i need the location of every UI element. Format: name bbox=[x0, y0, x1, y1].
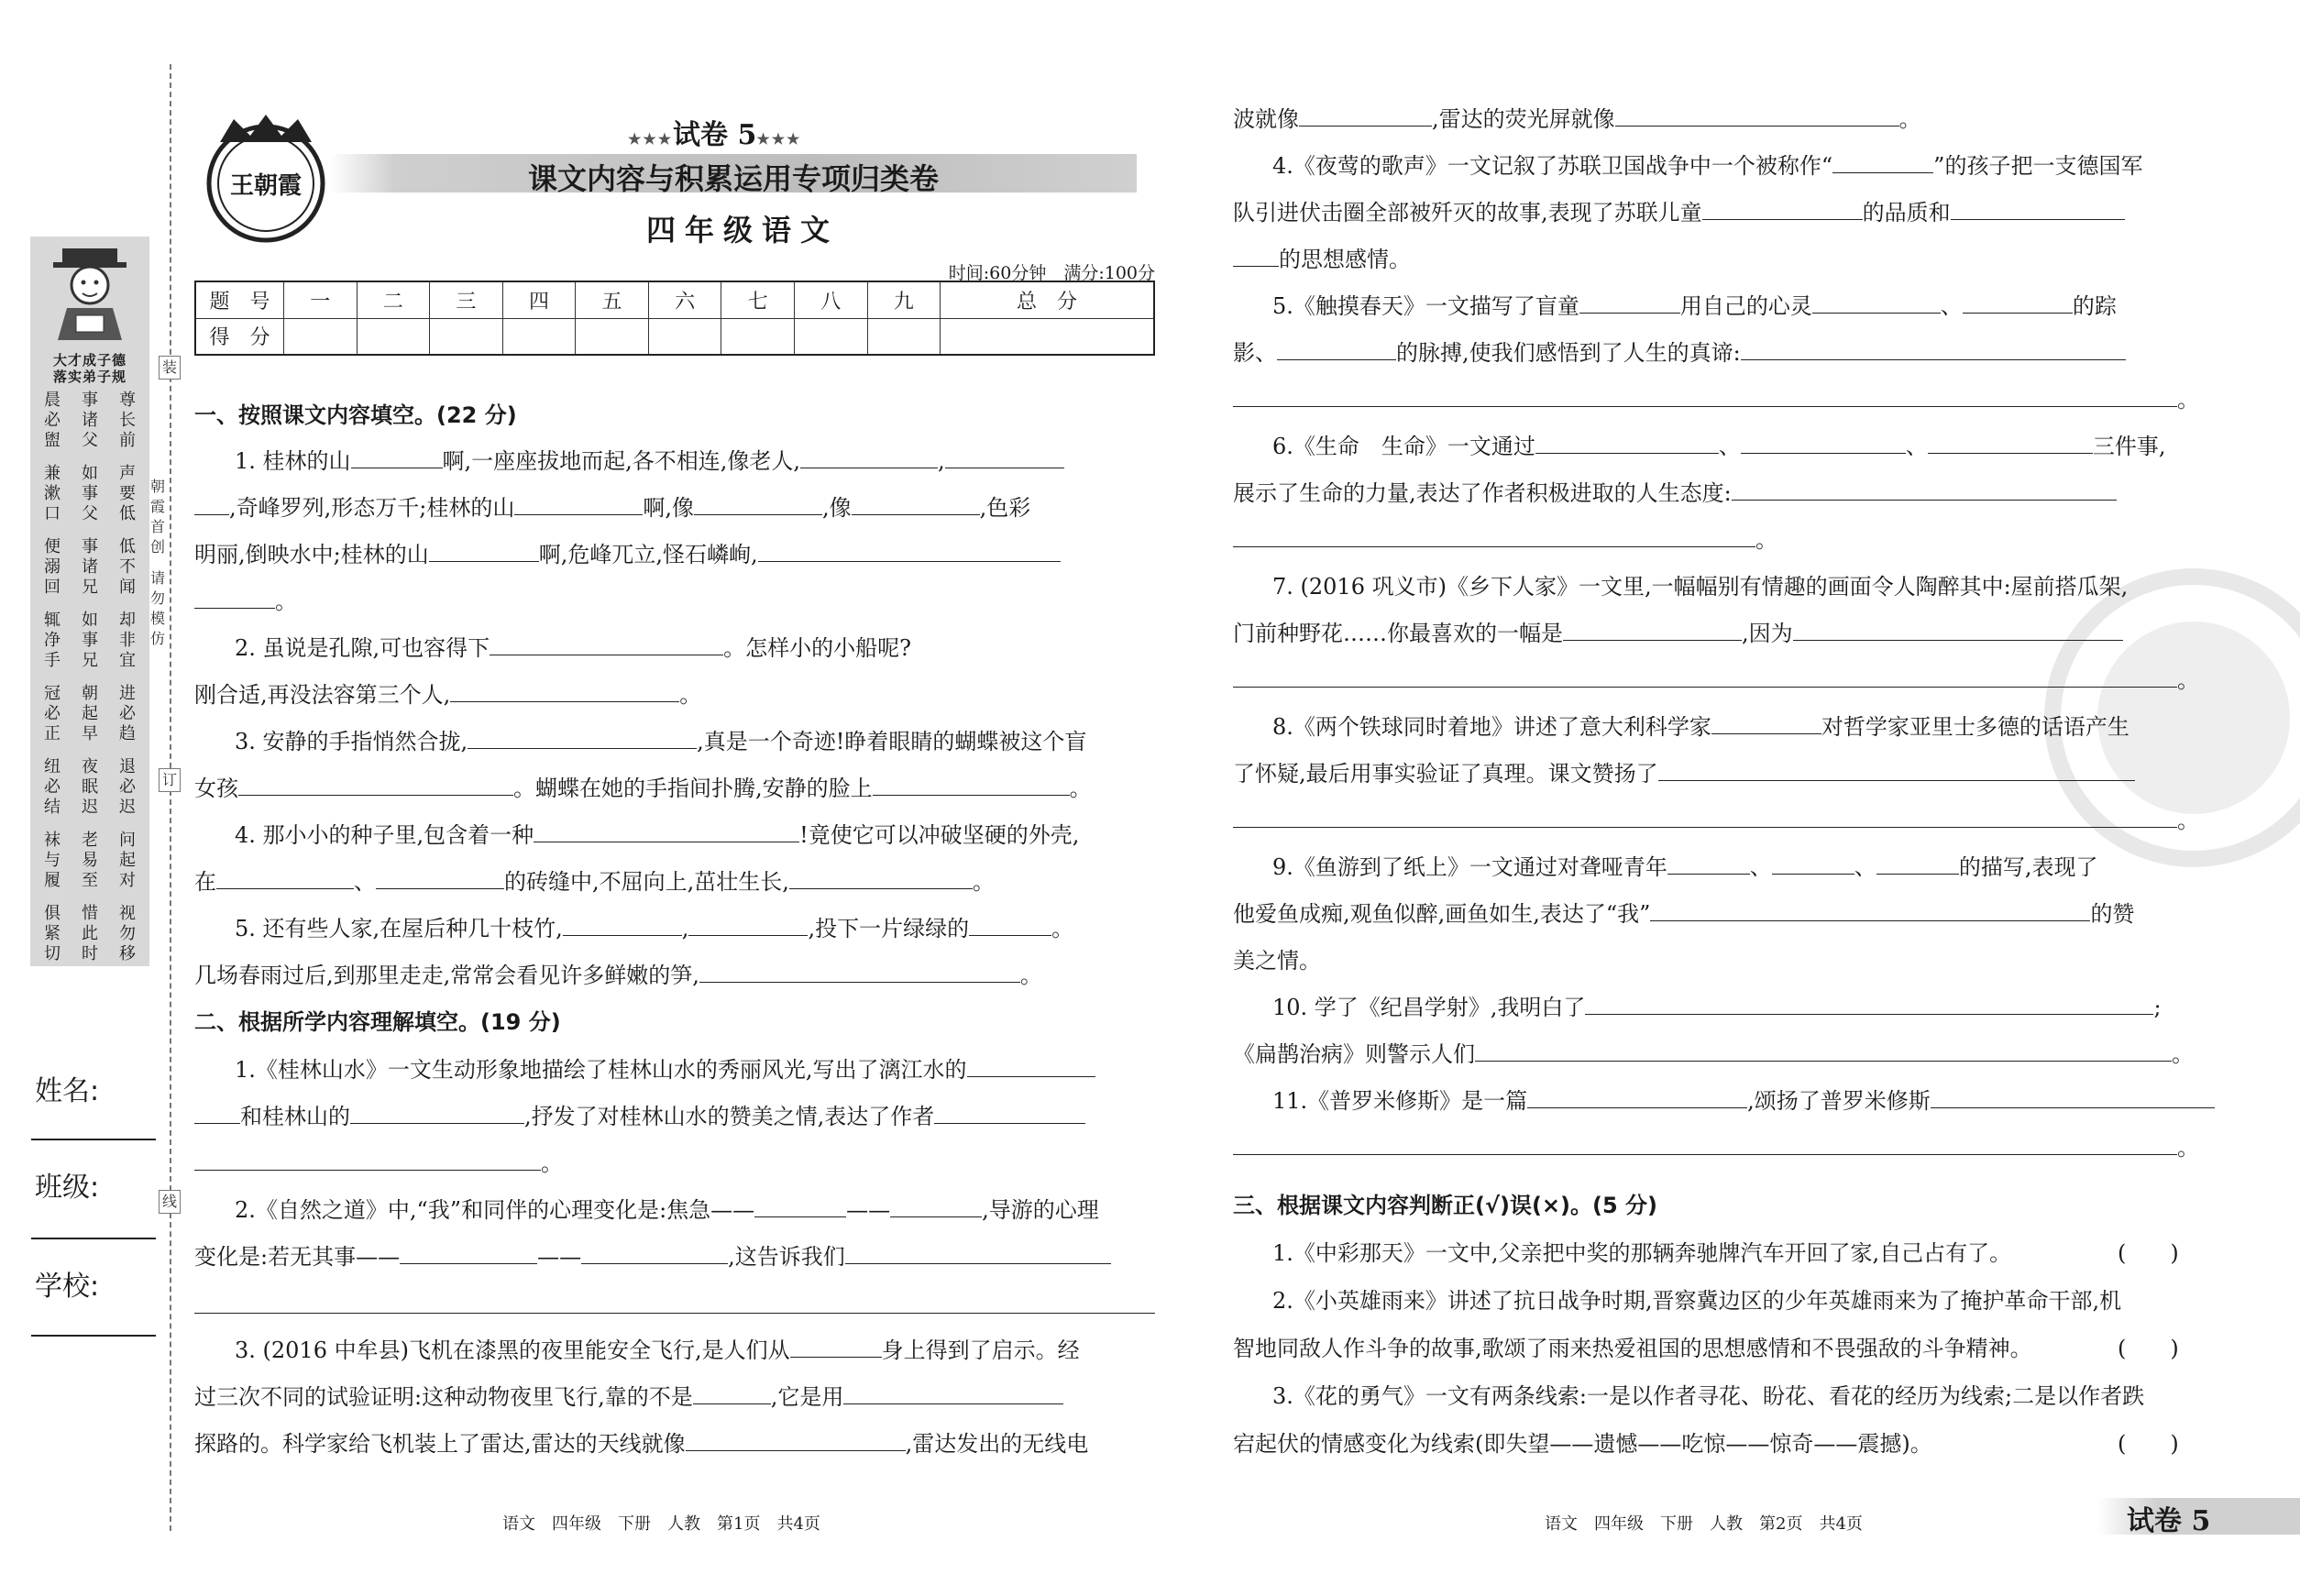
answer-paren[interactable]: ( ) bbox=[2118, 1431, 2179, 1457]
question-line: 了怀疑,最后用事实验证了真理。课文赞扬了 bbox=[1233, 760, 2135, 787]
name-field[interactable] bbox=[31, 1139, 156, 1140]
rule-text: 袜与履 bbox=[44, 831, 61, 890]
answer-blank[interactable] bbox=[1928, 433, 2093, 454]
question-line: 4. 那小小的种子里,包含着一种 !竟使它可以冲破坚硬的外壳, bbox=[235, 822, 1080, 848]
answer-blank[interactable] bbox=[845, 1243, 1111, 1264]
question-line: 女孩 。蝴蝶在她的手指间扑腾,安静的脸上 。 bbox=[194, 776, 1092, 801]
rule-text: 惜此时 bbox=[82, 904, 98, 963]
fold-mark: 订 bbox=[159, 768, 181, 792]
score-header-cell: 五 bbox=[576, 281, 649, 318]
question-line: ,奇峰罗列,形态万千;桂林的山 啊,像 ,像 ,色彩 bbox=[194, 494, 1030, 522]
rule-text: 夜眠迟 bbox=[82, 757, 98, 817]
answer-blank[interactable] bbox=[1233, 807, 2177, 828]
answer-blank[interactable] bbox=[1931, 1087, 2215, 1108]
answer-blank[interactable] bbox=[490, 634, 723, 655]
answer-blank[interactable] bbox=[699, 962, 1020, 983]
rule-text: 声要低 bbox=[119, 464, 136, 523]
question-line: 。 bbox=[194, 588, 297, 615]
question-line: 。 bbox=[1233, 1134, 2199, 1161]
question-line: 波就像 ,雷达的荧光屏就像 。 bbox=[1233, 106, 1921, 132]
answer-blank[interactable] bbox=[581, 1243, 728, 1264]
rule-text: 冠必正 bbox=[44, 684, 61, 743]
name-label: 姓名: bbox=[35, 1075, 100, 1107]
answer-blank[interactable] bbox=[1475, 1040, 2172, 1062]
rule-text: 问起对 bbox=[119, 831, 136, 890]
fold-mark: 装 bbox=[159, 356, 181, 380]
judge-item: 宕起伏的情感变化为线索(即失望——遗憾——吃惊——惊奇——震撼)。 bbox=[1233, 1431, 1932, 1457]
score-header-cell: 四 bbox=[502, 281, 576, 318]
score-header-cell: 题 号 bbox=[195, 281, 284, 318]
answer-blank[interactable] bbox=[238, 775, 513, 796]
answer-blank[interactable] bbox=[1527, 1087, 1747, 1108]
question-line: 3. 安静的手指悄然合拢, ,真是一个奇迹!睁着眼睛的蝴蝶被这个盲 bbox=[235, 729, 1087, 754]
score-header-cell: 八 bbox=[794, 281, 867, 318]
answer-paren[interactable]: ( ) bbox=[2118, 1240, 2179, 1266]
section-1-title: 一、按照课文内容填空。(22 分) bbox=[194, 402, 517, 428]
school-label: 学校: bbox=[35, 1271, 100, 1303]
score-header-cell: 一 bbox=[284, 281, 358, 318]
scholar-mascot-icon bbox=[39, 244, 140, 345]
rule-text: 事诸父 bbox=[82, 391, 98, 450]
answer-blank[interactable] bbox=[873, 775, 1070, 796]
exam-label: ★★★试卷 5★★★ bbox=[628, 119, 802, 151]
answer-blank[interactable] bbox=[754, 1196, 846, 1217]
question-line: 7. (2016 巩义市)《乡下人家》一文里,一幅幅别有情趣的画面令人陶醉其中:屋前搭瓜架, bbox=[1272, 574, 2129, 600]
answer-blank[interactable] bbox=[1535, 433, 1719, 454]
score-cell[interactable] bbox=[576, 318, 649, 355]
question-line: 3. (2016 中牟县)飞机在漆黑的夜里能安全飞行,是人们从 身上得到了启示。经 bbox=[235, 1337, 1080, 1363]
school-field[interactable] bbox=[31, 1335, 156, 1337]
answer-blank[interactable] bbox=[789, 868, 973, 889]
rule-text: 尊长前 bbox=[119, 391, 136, 450]
score-header-cell: 九 bbox=[867, 281, 941, 318]
question-line: 11.《普罗米修斯》是一篇 ,颂扬了普罗米修斯 bbox=[1272, 1087, 2215, 1115]
score-cell[interactable] bbox=[502, 318, 576, 355]
question-line: 1. 桂林的山 啊,一座座拔地而起,各不相连,像老人, , bbox=[235, 447, 1064, 475]
answer-blank[interactable] bbox=[969, 915, 1051, 936]
question-line: 探路的。科学家给飞机装上了雷达,雷达的天线就像 ,雷达发出的无线电 bbox=[194, 1431, 1089, 1457]
score-header-cell: 二 bbox=[357, 281, 430, 318]
question-line: 队引进伏击圈全部被歼灭的故事,表现了苏联儿童 的品质和 bbox=[1233, 199, 2125, 226]
answer-blank[interactable] bbox=[1741, 433, 1906, 454]
answer-blank[interactable] bbox=[1832, 152, 1933, 173]
answer-blank[interactable] bbox=[1741, 339, 2126, 360]
question-line: 的思想感情。 bbox=[1233, 246, 1411, 273]
answer-blank[interactable] bbox=[216, 868, 354, 889]
score-cell[interactable] bbox=[867, 318, 941, 355]
answer-blank[interactable] bbox=[688, 915, 808, 936]
question-line: 美之情。 bbox=[1233, 948, 1321, 974]
question-line: 他爱鱼成痴,观鱼似醉,画鱼如生,表达了“我” 的赞 bbox=[1233, 901, 2135, 927]
rule-text: 低不闻 bbox=[119, 537, 136, 597]
answer-blank[interactable] bbox=[890, 1196, 982, 1217]
question-line: 和桂林山的 ,抒发了对桂林山水的赞美之情,表达了作者 bbox=[194, 1103, 1085, 1130]
answer-blank[interactable] bbox=[351, 447, 443, 468]
question-line: 2. 虽说是孔隙,可也容得下 。怎样小的小船呢? bbox=[235, 635, 912, 661]
answer-blank[interactable] bbox=[1711, 713, 1821, 734]
question-line: 。 bbox=[1233, 666, 2199, 694]
sidebar-panel bbox=[30, 237, 149, 966]
answer-blank[interactable] bbox=[1702, 199, 1863, 220]
answer-blank[interactable] bbox=[1772, 853, 1854, 875]
answer-blank[interactable] bbox=[400, 1243, 537, 1264]
brand-text: 王朝霞 bbox=[229, 172, 302, 200]
answer-blank[interactable] bbox=[693, 1383, 771, 1404]
score-header-cell: 七 bbox=[721, 281, 795, 318]
notice-text: 朝霞首创 bbox=[149, 478, 165, 556]
judge-item: 1.《中彩那天》一文中,父亲把中奖的那辆奔驰牌汽车开回了家,自己占有了。 bbox=[1272, 1240, 2012, 1266]
rule-text: 如事兄 bbox=[82, 611, 98, 670]
answer-blank[interactable] bbox=[194, 494, 229, 515]
answer-blank[interactable] bbox=[1812, 292, 1941, 314]
question-line: 6.《生命 生命》一文通过 、 、 三件事, bbox=[1272, 434, 2166, 459]
answer-blank[interactable] bbox=[852, 494, 980, 515]
motto-line-2: 落实弟子规 bbox=[52, 369, 127, 385]
answer-blank[interactable] bbox=[758, 541, 1061, 562]
answer-blank[interactable] bbox=[790, 1337, 882, 1358]
score-cell[interactable] bbox=[794, 318, 867, 355]
answer-blank[interactable] bbox=[800, 447, 938, 468]
answer-blank[interactable] bbox=[686, 1430, 906, 1451]
answer-blank[interactable] bbox=[1277, 339, 1396, 360]
notice-text: 请勿模仿 bbox=[149, 569, 165, 647]
score-cell[interactable] bbox=[648, 318, 721, 355]
answer-blank[interactable] bbox=[1585, 994, 2153, 1015]
question-line: 9.《鱼游到了纸上》一文通过对聋哑青年 、 、 的描写,表现了 bbox=[1272, 854, 2098, 880]
question-line: 5.《触摸春天》一文描写了盲童 用自己的心灵 、 的踪 bbox=[1272, 293, 2117, 319]
question-line: 门前种野花……你最喜欢的一幅是 ,因为 bbox=[1233, 620, 2123, 647]
class-field[interactable] bbox=[31, 1238, 156, 1239]
answer-blank[interactable] bbox=[563, 915, 682, 936]
question-line: 8.《两个铁球同时着地》讲述了意大利科学家 对哲学家亚里士多德的话语产生 bbox=[1272, 714, 2129, 740]
page-footer-right: 语文 四年级 下册 人教 第2页 共4页 bbox=[1545, 1514, 1863, 1534]
rule-text: 晨必盥 bbox=[44, 391, 61, 450]
page-title: 课文内容与积累运用专项归类卷 bbox=[527, 161, 939, 196]
class-label: 班级: bbox=[35, 1172, 100, 1204]
answer-paren[interactable]: ( ) bbox=[2118, 1336, 2179, 1361]
page-footer-left: 语文 四年级 下册 人教 第1页 共4页 bbox=[502, 1514, 820, 1534]
score-cell[interactable] bbox=[941, 318, 1154, 355]
rule-text: 却非宜 bbox=[119, 611, 136, 670]
time-info: 时间:60分钟 满分:100分 bbox=[948, 263, 1155, 283]
rule-text: 事诸兄 bbox=[82, 537, 98, 597]
question-line: 。 bbox=[1233, 807, 2199, 834]
answer-blank[interactable] bbox=[1658, 760, 2135, 781]
rule-text: 退必迟 bbox=[119, 757, 136, 817]
answer-blank[interactable] bbox=[450, 681, 679, 702]
section-2-title: 二、根据所学内容理解填空。(19 分) bbox=[194, 1009, 561, 1035]
rule-text: 进必趋 bbox=[119, 684, 136, 743]
answer-blank[interactable] bbox=[350, 1103, 524, 1124]
score-cell[interactable] bbox=[721, 318, 795, 355]
answer-blank[interactable] bbox=[429, 541, 539, 562]
answer-blank[interactable] bbox=[1793, 620, 2123, 641]
answer-blank[interactable] bbox=[1667, 853, 1750, 875]
answer-blank[interactable] bbox=[945, 447, 1064, 468]
answer-blank[interactable] bbox=[194, 588, 275, 609]
question-line: 变化是:若无其事—— —— ,这告诉我们 bbox=[194, 1243, 1111, 1271]
rule-text: 朝起早 bbox=[82, 684, 98, 743]
answer-blank[interactable] bbox=[376, 868, 504, 889]
binding-line bbox=[170, 64, 171, 1531]
rule-text: 辄净手 bbox=[44, 611, 61, 670]
answer-blank[interactable] bbox=[1951, 199, 2125, 220]
answer-blank[interactable] bbox=[1233, 386, 2177, 407]
judge-item: 智地同敌人作斗争的故事,歌颂了雨来热爱祖国的思想感情和不畏强敌的斗争精神。 bbox=[1233, 1336, 2032, 1361]
answer-blank[interactable] bbox=[1615, 105, 1899, 127]
question-line: 影、 的脉搏,使我们感悟到了人生的真谛: bbox=[1233, 339, 2126, 367]
answer-blank[interactable] bbox=[194, 1150, 541, 1171]
question-line: 明丽,倒映水中;桂林的山 啊,危峰兀立,怪石嶙峋, bbox=[194, 541, 1061, 568]
answer-blank[interactable] bbox=[514, 494, 643, 515]
rule-text: 视勿移 bbox=[119, 904, 136, 963]
rule-text: 老易至 bbox=[82, 831, 98, 890]
score-header-cell: 总 分 bbox=[941, 281, 1154, 318]
score-table bbox=[194, 281, 1155, 356]
answer-blank[interactable] bbox=[1233, 526, 1755, 547]
answer-blank[interactable] bbox=[1650, 900, 2090, 921]
answer-blank[interactable] bbox=[1563, 620, 1742, 641]
question-line: 《扁鹊治病》则警示人们 。 bbox=[1233, 1041, 2194, 1067]
answer-blank[interactable] bbox=[843, 1383, 1063, 1404]
answer-blank[interactable] bbox=[1299, 105, 1432, 127]
question-line: 4.《夜莺的歌声》一文记叙了苏联卫国战争中一个被称作“ ”的孩子把一支德国军 bbox=[1272, 153, 2143, 179]
answer-blank[interactable] bbox=[1876, 853, 1959, 875]
rule-text: 如事父 bbox=[82, 464, 98, 523]
score-cell[interactable] bbox=[430, 318, 503, 355]
question-line: 刚合适,再没法容第三个人, 。 bbox=[194, 682, 702, 708]
question-line: 。 bbox=[1233, 386, 2199, 413]
question-line: 5. 还有些人家,在屋后种几十枝竹, , ,投下一片绿绿的 。 bbox=[235, 916, 1074, 941]
exam-badge-text: 试卷 5 bbox=[2127, 1505, 2211, 1537]
rules-block bbox=[41, 391, 138, 977]
answer-line[interactable] bbox=[194, 1313, 1155, 1314]
answer-blank[interactable] bbox=[468, 728, 697, 749]
answer-blank[interactable] bbox=[1963, 292, 2073, 314]
answer-blank[interactable] bbox=[934, 1103, 1085, 1124]
rule-text: 兼漱口 bbox=[44, 464, 61, 523]
answer-blank[interactable] bbox=[534, 821, 799, 842]
question-line: 展示了生命的力量,表达了作者积极进取的人生态度: bbox=[1233, 479, 2117, 507]
score-header-cell: 六 bbox=[648, 281, 721, 318]
motto-line-1: 大才成子德 bbox=[52, 352, 127, 369]
answer-blank[interactable] bbox=[1579, 292, 1680, 314]
answer-blank[interactable] bbox=[694, 494, 822, 515]
question-line: 几场春雨过后,到那里走走,常常会看见许多鲜嫩的笋, 。 bbox=[194, 963, 1042, 988]
question-line: 1.《桂林山水》一文生动形象地描绘了桂林山水的秀丽风光,写出了漓江水的 bbox=[235, 1056, 1095, 1084]
score-cell[interactable] bbox=[284, 318, 358, 355]
rule-text: 便溺回 bbox=[44, 537, 61, 597]
question-line: 在 、 的砖缝中,不屈向上,茁壮生长, 。 bbox=[194, 869, 995, 895]
score-header-cell: 三 bbox=[430, 281, 503, 318]
judge-item: 2.《小英雄雨来》讲述了抗日战争时期,晋察冀边区的少年英雄雨来为了掩护革命干部,机 bbox=[1272, 1288, 2122, 1314]
question-line: 2.《自然之道》中,“我”和同伴的心理变化是:焦急—— —— ,导游的心理 bbox=[235, 1197, 1099, 1223]
answer-blank[interactable] bbox=[1233, 246, 1279, 267]
page-subtitle: 四年级语文 bbox=[645, 213, 839, 248]
answer-blank[interactable] bbox=[194, 1103, 240, 1124]
rule-text: 纽必结 bbox=[44, 757, 61, 817]
fold-mark: 线 bbox=[159, 1190, 181, 1214]
exam-label-text: 试卷 5 bbox=[673, 119, 757, 151]
answer-blank[interactable] bbox=[1732, 479, 2117, 501]
score-cell[interactable] bbox=[357, 318, 430, 355]
rule-text: 俱紧切 bbox=[44, 904, 61, 963]
question-line: 10. 学了《纪昌学射》,我明白了 ; bbox=[1272, 995, 2162, 1020]
question-line: 。 bbox=[1233, 526, 1777, 554]
answer-blank[interactable] bbox=[1233, 1134, 2177, 1155]
question-line: 。 bbox=[194, 1150, 563, 1177]
question-line: 过三次不同的试验证明:这种动物夜里飞行,靠的不是 ,它是用 bbox=[194, 1383, 1063, 1411]
answer-blank[interactable] bbox=[967, 1056, 1095, 1077]
answer-blank[interactable] bbox=[1233, 666, 2177, 688]
section-3-title: 三、根据课文内容判断正(√)误(×)。(5 分) bbox=[1233, 1193, 1657, 1218]
judge-item: 3.《花的勇气》一文有两条线索:一是以作者寻花、盼花、看花的经历为线索;二是以作者跌 bbox=[1272, 1383, 2145, 1409]
score-row-label: 得 分 bbox=[195, 318, 284, 355]
